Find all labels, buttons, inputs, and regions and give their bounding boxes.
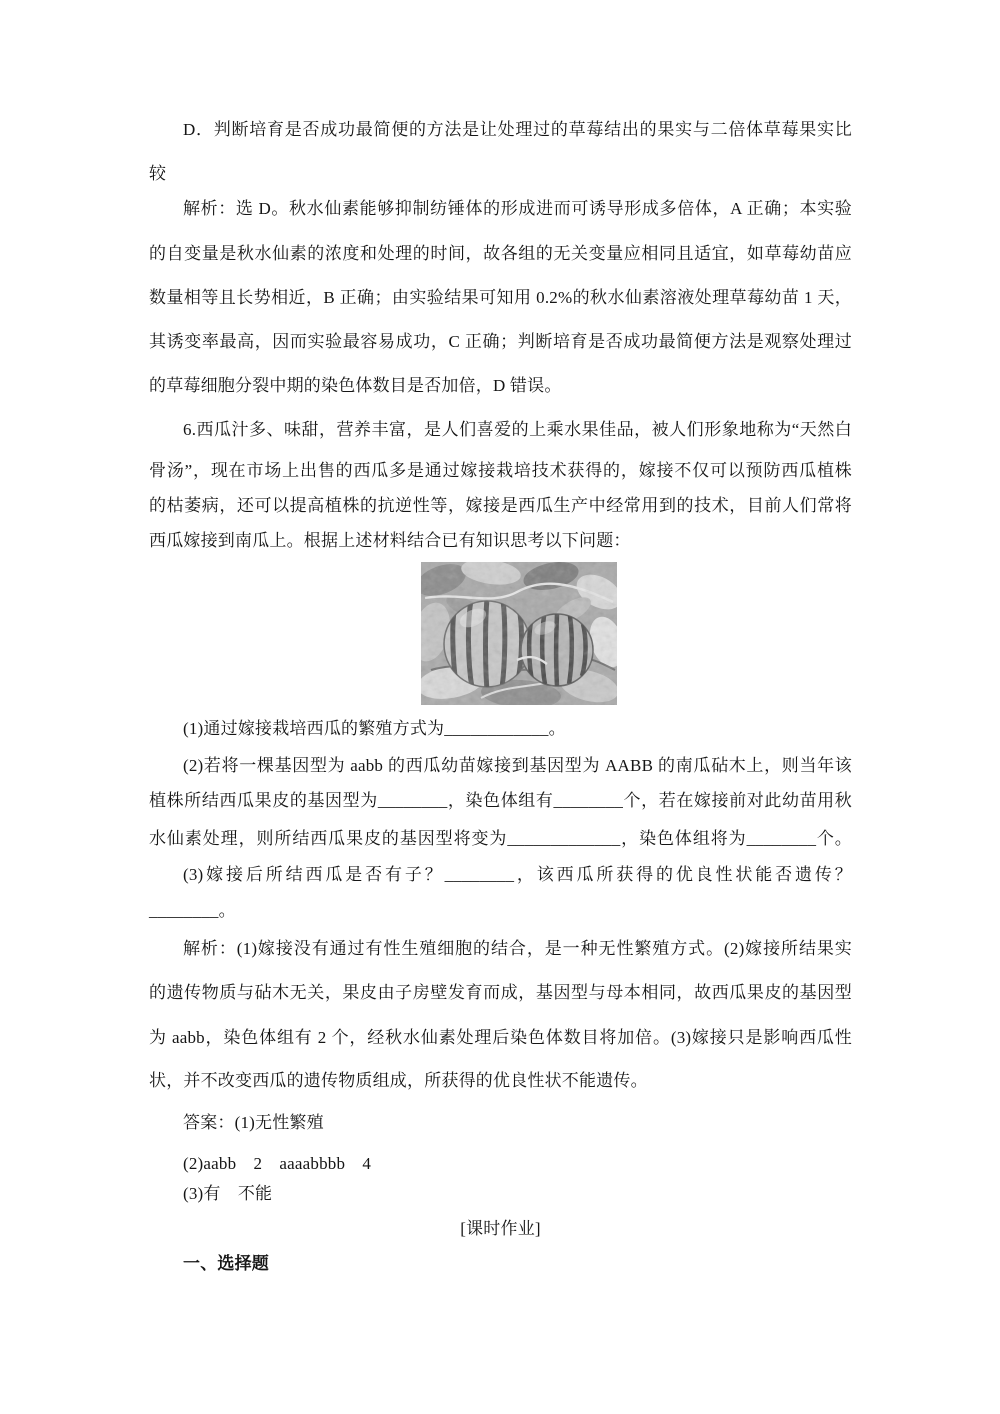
classwork-section-header: [课时作业] [460, 1219, 541, 1238]
analysis-5-line: 的自变量是秋水仙素的浓度和处理的时间，故各组的无关变量应相同且适宜，如草莓幼苗应 [149, 244, 852, 263]
analysis-6-line: 为 aabb，染色体组有 2 个，经秋水仙素处理后染色体数目将加倍。(3)嫁接只是影响西瓜性 [149, 1028, 852, 1047]
question-6-stem-line: 西瓜嫁接到南瓜上。根据上述材料结合已有知识思考以下问题： [149, 531, 631, 550]
analysis-5-line: 数量相等且长势相近，B 正确；由实验结果可知用 0.2%的秋水仙素溶液处理草莓幼苗 1 天， [149, 288, 852, 307]
question-6-part2-line: 水仙素处理，则所结西瓜果皮的基因型将变为_____________，染色体组将为________个。 [149, 829, 852, 848]
answer-6-line: 答案：(1)无性繁殖 [183, 1113, 324, 1132]
question-6-part2-line: 植株所结西瓜果皮的基因型为________，染色体组有________个，若在嫁接前对此幼苗用秋 [149, 791, 852, 810]
question-6-stem-line: 骨汤”，现在市场上出售的西瓜多是通过嫁接栽培技术获得的，嫁接不仅可以预防西瓜植株 [149, 461, 852, 480]
watermelon-photo-drawing [421, 562, 617, 705]
analysis-5-line: 其诱变率最高，因而实验最容易成功，C 正确；判断培育是否成功最简便方法是观察处理过 [149, 332, 852, 351]
option-d-line: 较 [149, 164, 167, 183]
watermelon-photo [421, 562, 617, 705]
question-6-part3-line: ________。 [149, 901, 236, 920]
analysis-5-line: 解析：选 D。秋水仙素能够抑制纺锤体的形成进而可诱导形成多倍体，A 正确；本实验 [183, 199, 852, 218]
analysis-6-line: 的遗传物质与砧木无关，果皮由子房壁发育而成，基因型与母本相同，故西瓜果皮的基因型 [149, 983, 852, 1002]
analysis-6-line: 状，并不改变西瓜的遗传物质组成，所获得的优良性状不能遗传。 [149, 1071, 648, 1090]
multiple-choice-section-header: 一、选择题 [183, 1254, 269, 1273]
option-d-line: D．判断培育是否成功最简便的方法是让处理过的草莓结出的果实与二倍体草莓果实比 [183, 120, 852, 139]
question-6-stem-line: 的枯萎病，还可以提高植株的抗逆性等，嫁接是西瓜生产中经常用到的技术，目前人们常将 [149, 496, 852, 515]
question-6-part3-line: (3)嫁接后所结西瓜是否有子？________，该西瓜所获得的优良性状能否遗传？ [183, 865, 852, 884]
question-6-stem-line: 6.西瓜汁多、味甜，营养丰富，是人们喜爱的上乘水果佳品，被人们形象地称为“天然白 [183, 420, 852, 439]
question-6-part2-line: (2)若将一棵基因型为 aabb 的西瓜幼苗嫁接到基因型为 AABB 的南瓜砧木上，则当年该 [183, 756, 852, 775]
analysis-6-line: 解析：(1)嫁接没有通过有性生殖细胞的结合，是一种无性繁殖方式。(2)嫁接所结果实 [183, 939, 852, 958]
question-6-part1: (1)通过嫁接栽培西瓜的繁殖方式为____________。 [183, 719, 566, 738]
analysis-5-line: 的草莓细胞分裂中期的染色体数目是否加倍，D 错误。 [149, 376, 562, 395]
answer-6-line: (3)有 不能 [183, 1184, 273, 1203]
answer-6-line: (2)aabb 2 aaaabbbb 4 [183, 1154, 372, 1173]
